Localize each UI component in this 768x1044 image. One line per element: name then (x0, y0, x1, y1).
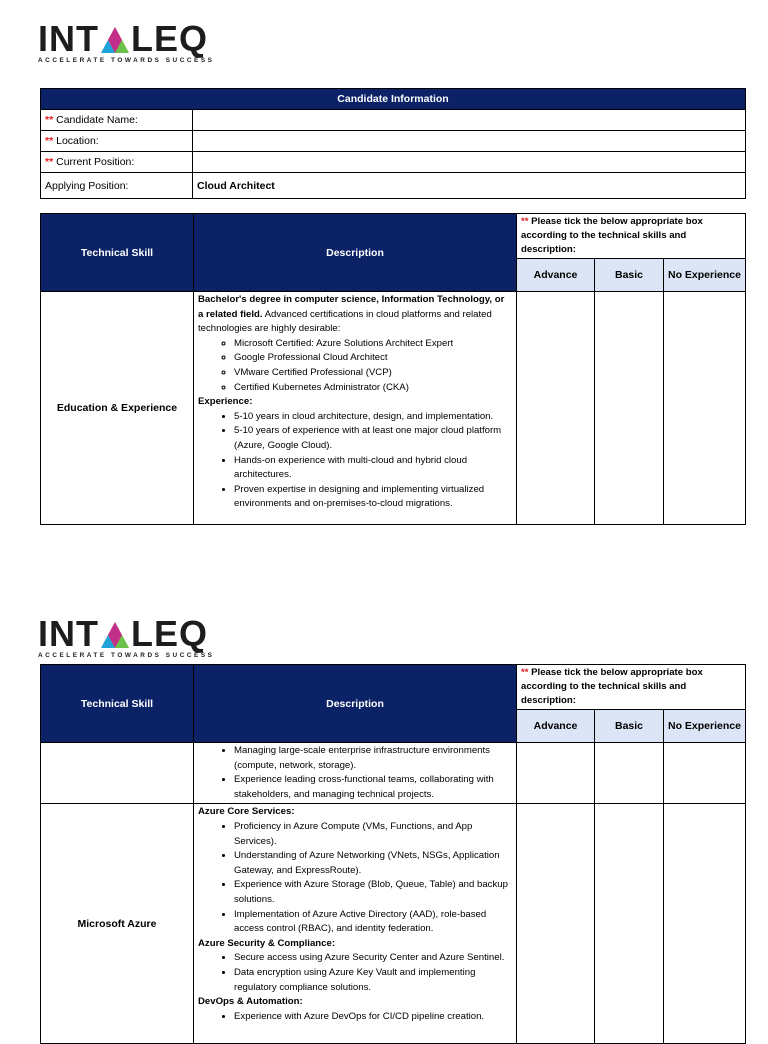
experience-list (198, 410, 512, 512)
tick-instruction-text: Please tick the below appropriate box according to the technical skills and description: (521, 216, 703, 255)
azure-basic-checkbox[interactable] (595, 804, 664, 1044)
education-no-experience-checkbox[interactable] (664, 292, 746, 525)
required-marker: ** (45, 114, 54, 126)
azure-advance-checkbox[interactable] (517, 804, 595, 1044)
tick-instruction (517, 214, 746, 259)
list-item: ◦ VMware Certified Professional (VCP) (234, 366, 512, 381)
candidate-info-table (40, 88, 746, 199)
location-text: Location: (56, 135, 99, 147)
skill-education: Education & Experience (41, 292, 194, 525)
logo-text-right: LEQ (131, 18, 209, 59)
applying-position-row (41, 173, 746, 199)
list-item: • Experience with Azure DevOps for CI/CD pipeline creation. (234, 1010, 512, 1025)
logo-triangle-icon (100, 26, 130, 54)
list-item: • Experience leading cross-functional teams, collaborating with stakeholders, and managing technical projects. (234, 773, 512, 802)
list-item: ◦ Google Professional Cloud Architect (234, 351, 512, 366)
azure-core-heading: Azure Core Services: (198, 806, 295, 818)
tick-instruction (517, 665, 746, 710)
list-item: ◦ Microsoft Certified: Azure Solutions Architect Expert (234, 337, 512, 352)
required-marker: ** (521, 216, 529, 227)
azure-security-heading: Azure Security & Compliance: (198, 937, 336, 949)
skills-table-2 (40, 664, 746, 1044)
logo-tagline: ACCELERATE TOWARDS SUCCESS (38, 57, 215, 64)
continuation-description (194, 743, 517, 804)
header-advance: Advance (517, 259, 595, 292)
location-label (41, 131, 193, 152)
current-position-label (41, 152, 193, 173)
header-no-experience: No Experience (664, 710, 746, 743)
experience-heading: Experience: (198, 396, 253, 408)
education-basic-checkbox[interactable] (595, 292, 664, 525)
list-item: ◦ Certified Kubernetes Administrator (CKA) (234, 381, 512, 396)
candidate-name-row (41, 110, 746, 131)
continuation-no-experience-checkbox[interactable] (664, 743, 746, 804)
required-marker: ** (521, 667, 529, 678)
list-item: • Managing large-scale enterprise infrastructure environments (compute, network, storage). (234, 744, 512, 773)
list-item: • 5-10 years of experience with at least one major cloud platform (Azure, Google Cloud). (234, 424, 512, 453)
azure-core-list (198, 820, 512, 937)
header-technical-skill: Technical Skill (41, 665, 194, 743)
header-technical-skill: Technical Skill (41, 214, 194, 292)
current-position-text: Current Position: (56, 156, 135, 168)
continuation-row (41, 743, 746, 804)
education-advance-checkbox[interactable] (517, 292, 595, 525)
logo-tagline: ACCELERATE TOWARDS SUCCESS (38, 652, 215, 659)
education-description (194, 292, 517, 525)
location-field[interactable] (193, 131, 746, 152)
header-description: Description (194, 214, 517, 292)
list-item: • Implementation of Azure Active Directory (AAD), role-based access control (RBAC), and identity federation. (234, 908, 512, 937)
continuation-list (198, 744, 512, 802)
applying-position-value: Cloud Architect (193, 173, 746, 199)
current-position-row (41, 152, 746, 173)
applying-position-label: Applying Position: (41, 173, 193, 199)
azure-description (194, 804, 517, 1044)
education-row (41, 292, 746, 525)
logo-triangle-icon (100, 621, 130, 649)
list-item: • Secure access using Azure Security Center and Azure Sentinel. (234, 951, 512, 966)
continuation-advance-checkbox[interactable] (517, 743, 595, 804)
candidate-name-label (41, 110, 193, 131)
list-item: • Experience with Azure Storage (Blob, Queue, Table) and backup solutions. (234, 878, 512, 907)
degree-requirement: Bachelor's degree in computer science, Information Technology, or a related field. (198, 294, 505, 320)
current-position-field[interactable] (193, 152, 746, 173)
required-marker: ** (45, 135, 54, 147)
list-item: • 5-10 years in cloud architecture, design, and implementation. (234, 410, 512, 425)
header-basic: Basic (595, 259, 664, 292)
list-item: • Understanding of Azure Networking (VNets, NSGs, Application Gateway, and ExpressRoute). (234, 849, 512, 878)
company-logo (38, 613, 228, 659)
header-description: Description (194, 665, 517, 743)
candidate-info-title: Candidate Information (41, 89, 746, 110)
azure-no-experience-checkbox[interactable] (664, 804, 746, 1044)
header-no-experience: No Experience (664, 259, 746, 292)
required-marker: ** (45, 156, 54, 168)
azure-security-list (198, 951, 512, 995)
list-item: • Proficiency in Azure Compute (VMs, Functions, and App Services). (234, 820, 512, 849)
header-basic: Basic (595, 710, 664, 743)
header-advance: Advance (517, 710, 595, 743)
skills-table-1 (40, 213, 746, 525)
location-row (41, 131, 746, 152)
skill-continuation (41, 743, 194, 804)
azure-devops-heading: DevOps & Automation: (198, 996, 303, 1008)
list-item: • Data encryption using Azure Key Vault and implementing regulatory compliance solutions. (234, 966, 512, 995)
skill-azure: Microsoft Azure (41, 804, 194, 1044)
logo-text-right: LEQ (131, 613, 209, 654)
azure-row (41, 804, 746, 1044)
list-item: • Hands-on experience with multi-cloud and hybrid cloud architectures. (234, 454, 512, 483)
candidate-name-field[interactable] (193, 110, 746, 131)
tick-instruction-text: Please tick the below appropriate box according to the technical skills and description: (521, 667, 703, 706)
candidate-name-text: Candidate Name: (56, 114, 138, 126)
company-logo (38, 18, 228, 64)
continuation-basic-checkbox[interactable] (595, 743, 664, 804)
azure-devops-list (198, 1010, 512, 1025)
list-item: • Proven expertise in designing and implementing virtualized environments and on-premises-to-cloud migrations. (234, 483, 512, 512)
logo-text-left: INT (38, 18, 99, 59)
degree-requirement-detail: Advanced certifications in cloud platforms and related technologies are highly desirable: (198, 308, 492, 335)
logo-text-left: INT (38, 613, 99, 654)
certification-list (198, 337, 512, 395)
